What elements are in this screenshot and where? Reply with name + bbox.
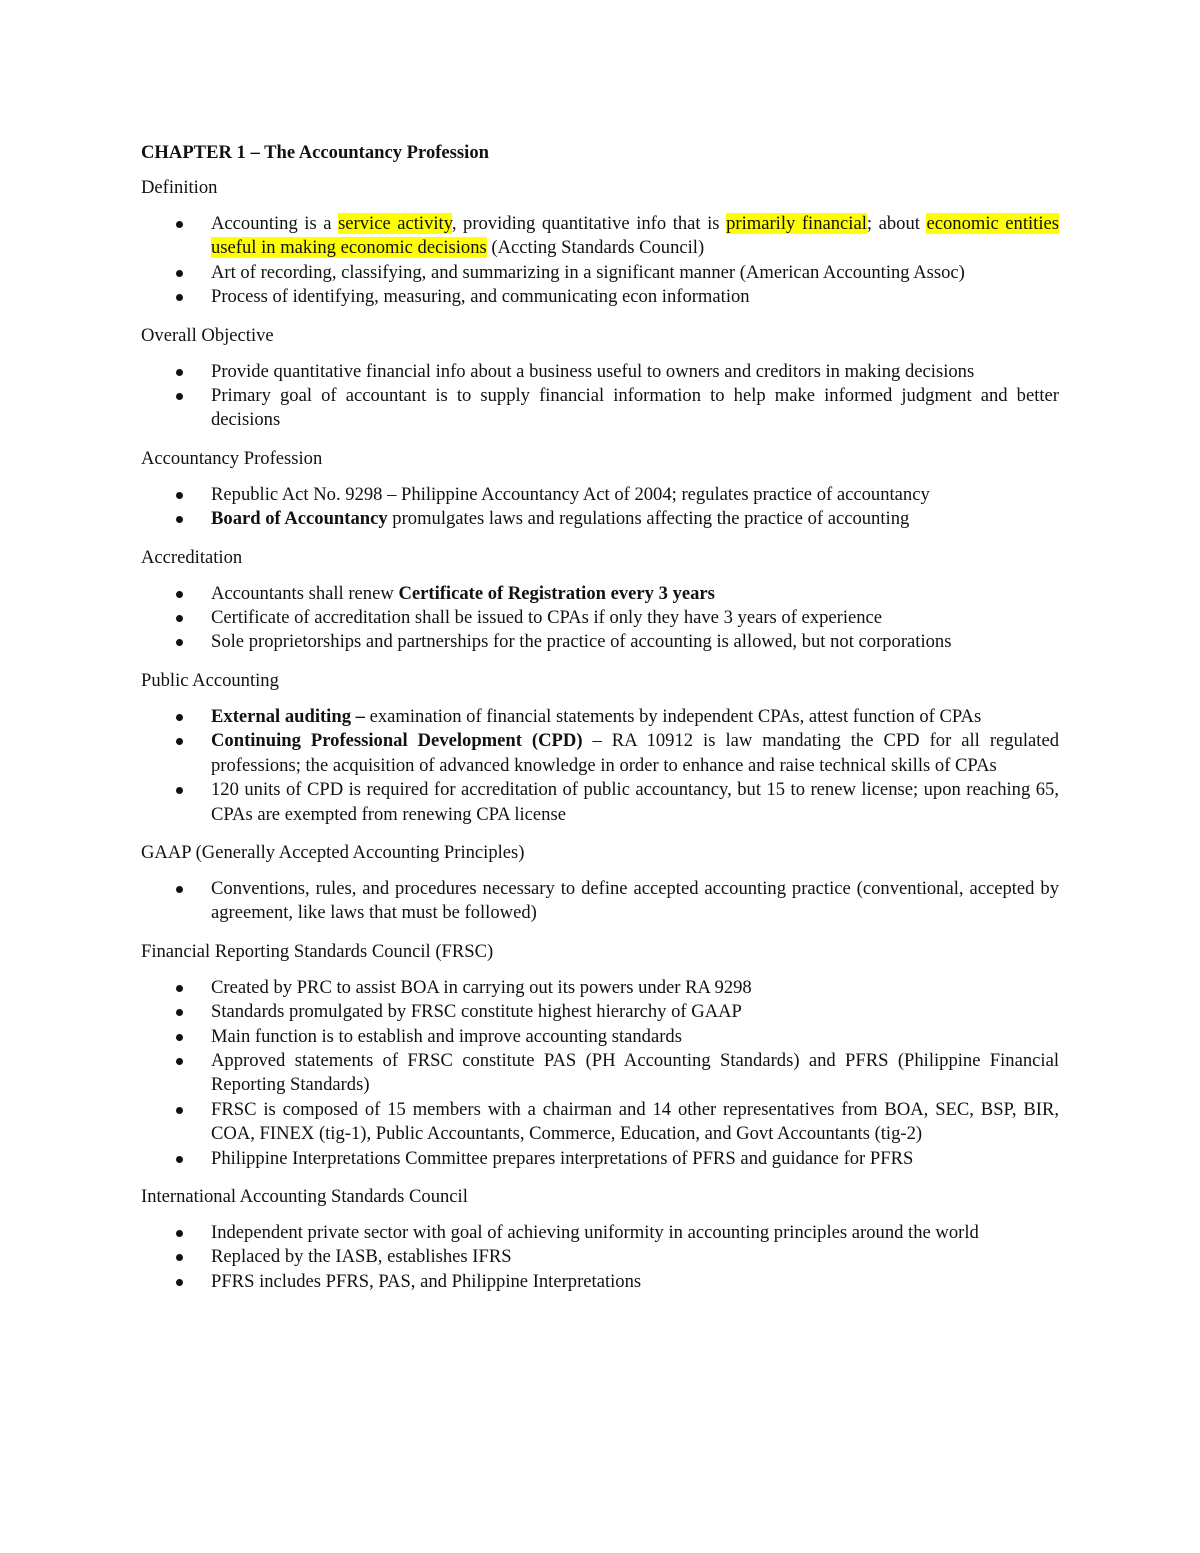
list-item xyxy=(141,877,1059,926)
text-segment: Approved statements of FRSC constitute PAS (PH Accounting Standards) and PFRS (Philippine Financial Reporting Standards) xyxy=(211,1049,1059,1096)
text-segment: FRSC is composed of 15 members with a chairman and 14 other representatives from BOA, SEC, BSP, BIR, COA, FINEX (tig-1), Public Accountants, Commerce, Education, and Govt Accountants (tig-2) xyxy=(211,1098,1059,1145)
bullet-list xyxy=(141,582,1059,655)
text-segment: Republic Act No. 9298 – Philippine Accountancy Act of 2004; regulates practice of accountancy xyxy=(211,483,930,505)
list-item xyxy=(141,1049,1059,1098)
highlighted-text: primarily financial xyxy=(726,213,867,234)
bullet-icon xyxy=(176,714,183,721)
text-segment: Replaced by the IASB, establishes IFRS xyxy=(211,1246,512,1268)
bullet-icon xyxy=(176,886,183,893)
text-segment: Created by PRC to assist BOA in carrying out its powers under RA 9298 xyxy=(211,976,752,998)
text-segment: Process of identifying, measuring, and communicating econ information xyxy=(211,286,750,308)
section-heading: Financial Reporting Standards Council (FRSC) xyxy=(141,940,494,962)
bullet-icon xyxy=(176,492,183,499)
bullet-list xyxy=(141,360,1059,433)
section-heading: GAAP (Generally Accepted Accounting Principles) xyxy=(141,841,525,863)
bullet-icon xyxy=(176,1058,183,1065)
text-segment: Primary goal of accountant is to supply financial information to help make informed judgment and better decisions xyxy=(211,385,1059,431)
list-item xyxy=(141,285,1059,309)
text-segment: PFRS includes PFRS, PAS, and Philippine Interpretations xyxy=(211,1270,642,1292)
bullet-icon xyxy=(176,1009,183,1016)
text-segment: , providing quantitative info that is xyxy=(451,213,727,234)
list-item xyxy=(141,630,1059,654)
bullet-icon xyxy=(176,221,183,228)
list-item xyxy=(141,1270,1059,1294)
section-heading: Accountancy Profession xyxy=(141,447,323,469)
bullet-icon xyxy=(176,615,183,622)
section-heading: International Accounting Standards Council xyxy=(141,1185,468,1207)
bullet-icon xyxy=(176,1279,183,1286)
text-segment: ; about xyxy=(866,213,927,234)
bullet-icon xyxy=(176,591,183,598)
section-heading: Public Accounting xyxy=(141,669,279,691)
list-item xyxy=(141,384,1059,433)
list-item xyxy=(141,606,1059,630)
text-segment: promulgates laws and regulations affecting the practice of accounting xyxy=(387,508,910,530)
text-segment: Philippine Interpretations Committee prepares interpretations of PFRS and guidance for PFRS xyxy=(211,1147,914,1169)
bullet-list xyxy=(141,483,1059,532)
highlighted-text: economic entities useful in making economic decisions xyxy=(211,213,1059,259)
list-item xyxy=(141,261,1059,285)
document-page xyxy=(141,140,1059,1308)
list-item xyxy=(141,1025,1059,1049)
chapter-title: CHAPTER 1 – The Accountancy Profession xyxy=(141,142,489,163)
list-item xyxy=(141,212,1059,261)
highlighted-text: service activity xyxy=(338,213,452,234)
bullet-list xyxy=(141,1221,1059,1294)
text-segment: Main function is to establish and improve accounting standards xyxy=(211,1025,682,1047)
bullet-icon xyxy=(176,787,183,794)
bullet-list xyxy=(141,705,1059,827)
bullet-icon xyxy=(176,1107,183,1114)
bullet-icon xyxy=(176,516,183,523)
bullet-icon xyxy=(176,393,183,400)
list-item xyxy=(141,1000,1059,1024)
bullet-icon xyxy=(176,639,183,646)
list-item xyxy=(141,1098,1059,1147)
section-heading: Overall Objective xyxy=(141,324,274,346)
list-item xyxy=(141,778,1059,827)
bullet-icon xyxy=(176,1156,183,1163)
list-item xyxy=(141,360,1059,384)
text-segment: Independent private sector with goal of achieving uniformity in accounting principles around the world xyxy=(211,1221,979,1243)
text-segment: Art of recording, classifying, and summarizing in a significant manner (American Accounting Assoc) xyxy=(211,261,965,283)
list-item xyxy=(141,705,1059,729)
bullet-list xyxy=(141,877,1059,926)
list-item xyxy=(141,1221,1059,1245)
list-item xyxy=(141,1245,1059,1269)
document-body xyxy=(141,176,1059,1294)
list-item xyxy=(141,976,1059,1000)
section-heading: Accreditation xyxy=(141,546,243,568)
text-segment: Conventions, rules, and procedures necessary to define accepted accounting practice (conventional, accepted by agreement, like laws that must be followed) xyxy=(211,877,1059,924)
bullet-icon xyxy=(176,1230,183,1237)
text-segment: Standards promulgated by FRSC constitute highest hierarchy of GAAP xyxy=(211,1001,742,1023)
list-item xyxy=(141,729,1059,778)
bullet-icon xyxy=(176,738,183,745)
text-segment: examination of financial statements by independent CPAs, attest function of CPAs xyxy=(369,705,982,727)
bullet-icon xyxy=(176,1034,183,1041)
bullet-list xyxy=(141,212,1059,310)
bullet-icon xyxy=(176,369,183,376)
text-segment: Accountants shall renew xyxy=(211,582,399,604)
text-segment: – RA 10912 is law mandating the CPD for all regulated professions; the acquisition of advanced knowledge in order to enhance and raise technical skills of CPAs xyxy=(211,730,1060,776)
text-segment: 120 units of CPD is required for accreditation of public accountancy, but 15 to renew license; upon reaching 65, CPAs are exempted from renewing CPA license xyxy=(211,779,1059,825)
bullet-icon xyxy=(176,1254,183,1261)
bullet-icon xyxy=(176,985,183,992)
text-segment: Certificate of accreditation shall be issued to CPAs if only they have 3 years of experience xyxy=(211,607,883,629)
bold-text: Continuing Professional Development (CPD) xyxy=(211,730,583,752)
list-item xyxy=(141,507,1059,531)
list-item xyxy=(141,1147,1059,1171)
bold-text: External auditing – xyxy=(211,705,370,727)
text-segment: (Accting Standards Council) xyxy=(486,237,705,259)
list-item xyxy=(141,483,1059,507)
text-segment: Accounting is a xyxy=(211,213,339,234)
text-segment: Provide quantitative financial info about a business useful to owners and creditors in making decisions xyxy=(211,360,975,382)
bold-text: Certificate of Registration every 3 years xyxy=(398,582,715,604)
bullet-list xyxy=(141,976,1059,1171)
section-heading: Definition xyxy=(141,177,218,198)
text-segment: Sole proprietorships and partnerships for the practice of accounting is allowed, but not corporations xyxy=(211,631,952,653)
bold-text: Board of Accountancy xyxy=(211,508,388,530)
bullet-icon xyxy=(176,270,183,277)
bullet-icon xyxy=(176,294,183,301)
list-item xyxy=(141,582,1059,606)
